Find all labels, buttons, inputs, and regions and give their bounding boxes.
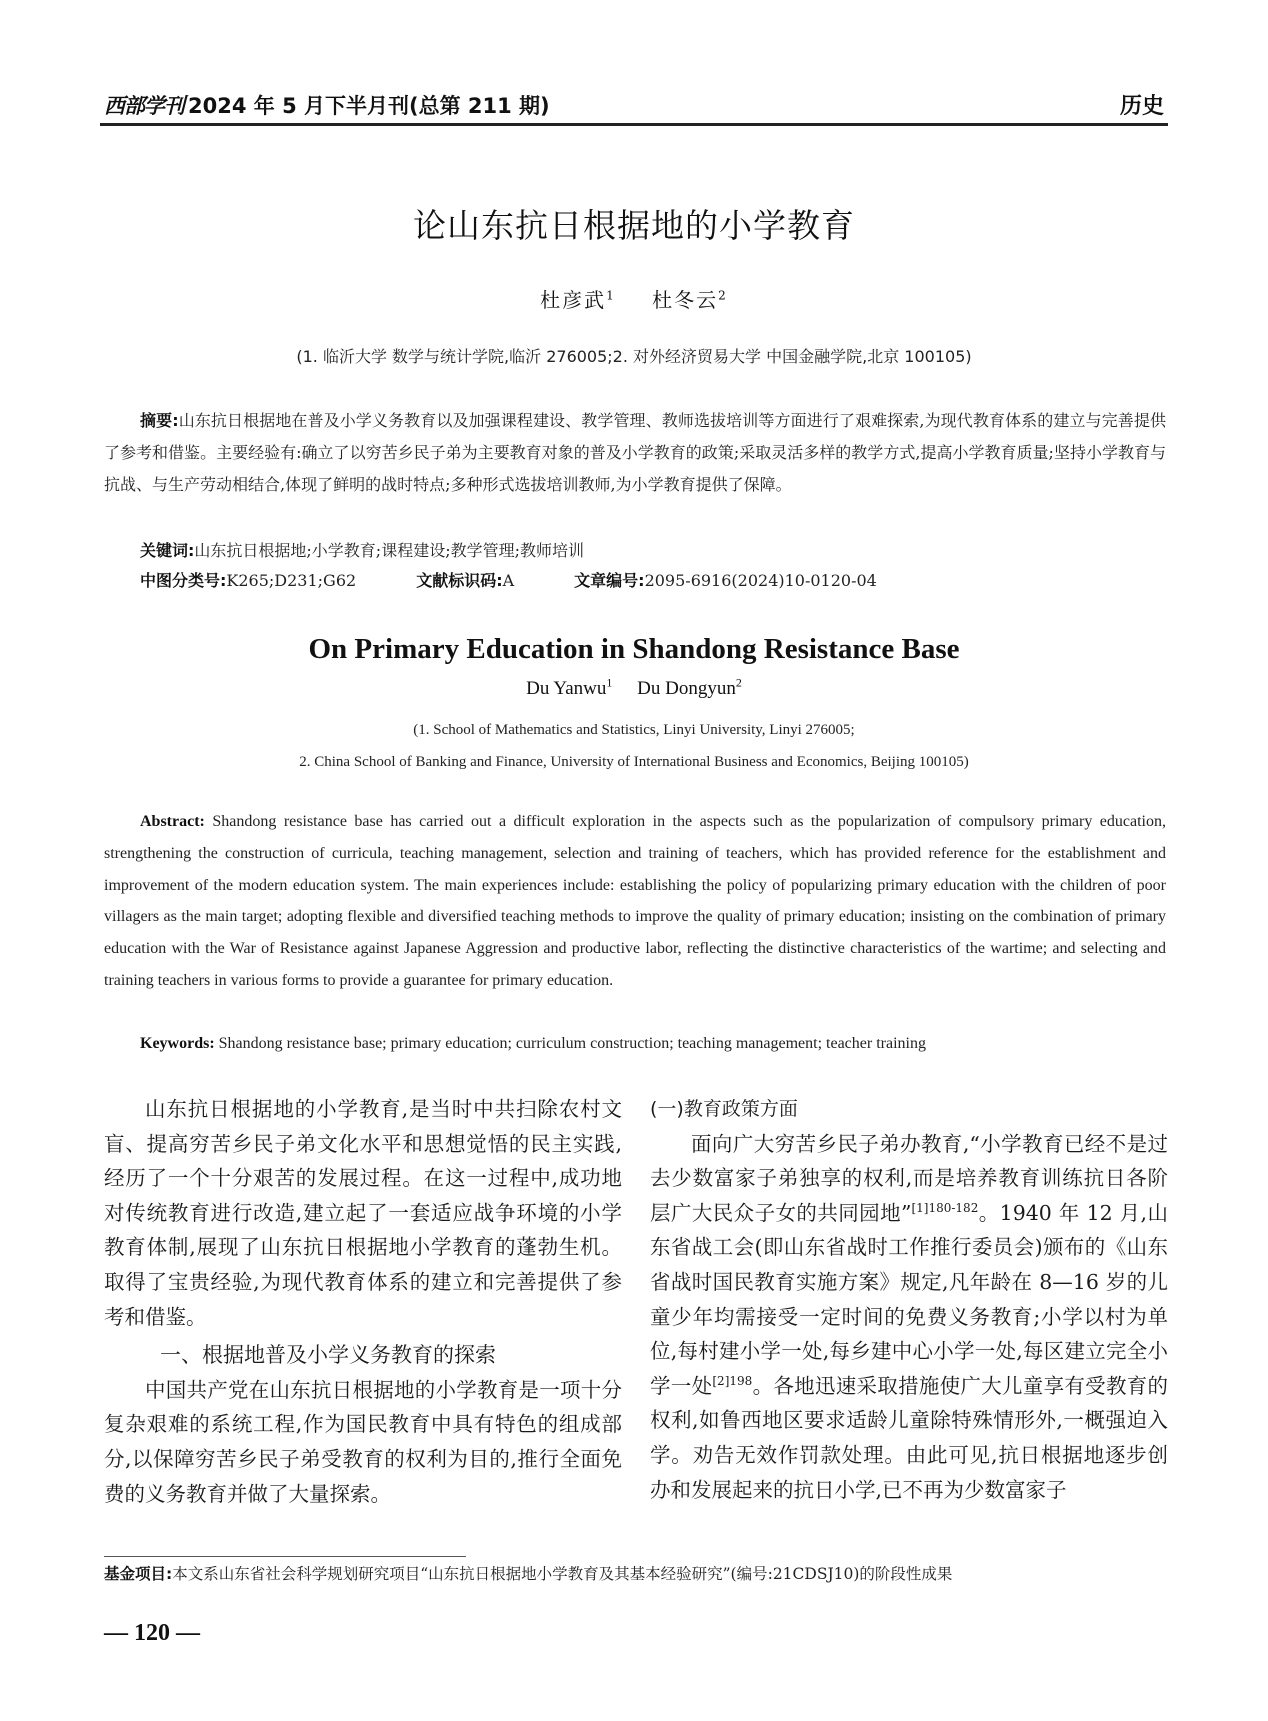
- abstract-en-label: Abstract:: [140, 813, 205, 830]
- citation-2: [2]198: [712, 1373, 753, 1388]
- author-en-1: [526, 675, 613, 699]
- doc-code-value: A: [502, 571, 515, 590]
- policy-text-a: 面向广大穷苦乡民子弟办教育,“小学教育已经不是过去少数富家子弟独享的权利,而是培养教育训练抗日各阶层广大民众子女的共同园地”: [650, 1131, 1168, 1225]
- body-right-column: [650, 1092, 1168, 1507]
- author-cn-1-sup: 1: [606, 288, 616, 303]
- author-en-2: [637, 675, 742, 699]
- header-rule: [100, 123, 1168, 126]
- article-title-en: On Primary Education in Shandong Resistance Base: [308, 633, 960, 665]
- abstract-cn: [104, 405, 1166, 501]
- author-en-2-name: Du Dongyun: [637, 678, 736, 699]
- author-cn-2-sup: 2: [718, 288, 728, 303]
- fund-label: 基金项目:: [104, 1565, 173, 1583]
- authors-cn: [0, 284, 1268, 313]
- clc-label: 中图分类号:: [140, 571, 227, 590]
- citation-1: [1]180-182: [911, 1200, 979, 1215]
- author-cn-2-name: 杜冬云: [652, 288, 719, 312]
- abstract-en-text: Shandong resistance base has carried out a difficult exploration in the aspects such as the popularization of compulsory primary education, strengthening the construction of curricula, teaching management, selection and training of teachers, which has provided reference for the establishment and improvement of the modern education system. The main experiences include: establishing the policy of popularizing primary education with the children of poor villagers as the main target; adopting flexible and diversified teaching methods to improve the quality of primary education; insisting on the combination of primary education with the War of Resistance against Japanese Aggression and productive labor, reflecting the distinctive characteristics of the wartime; and selecting and training teachers in various forms to provide a guarantee for primary education.: [104, 813, 1166, 989]
- author-en-2-sup: 2: [735, 675, 742, 690]
- footnote-rule: [104, 1556, 466, 1557]
- affiliation-en: [0, 714, 1268, 778]
- header-left: [104, 90, 550, 120]
- fund-footnote: [104, 1562, 1184, 1586]
- keywords-en: [140, 1028, 1170, 1060]
- article-number: [574, 566, 877, 596]
- keywords-cn-text: 山东抗日根据地;小学教育;课程建设;教学管理;教师培训: [194, 541, 584, 560]
- body-intro-paragraph: 山东抗日根据地的小学教育,是当时中共扫除农村文盲、提高穷苦乡民子弟文化水平和思想觉悟的民主实践,经历了一个十分艰苦的发展过程。在这一过程中,成功地对传统教育进行改造,建立起了一套适应战争环境的小学教育体制,展现了山东抗日根据地小学教育的蓬勃生机。取得了宝贵经验,为现代教育体系的建立和完善提供了参考和借鉴。: [104, 1097, 622, 1329]
- policy-text-c: 。各地迅速采取措施使广大儿童享有受教育的权利,如鲁西地区要求适龄儿童除特殊情形外,一概强迫入学。劝告无效作罚款处理。由此可见,抗日根据地逐步创办和发展起来的抗日小学,已不再为少数富家子: [650, 1373, 1169, 1502]
- subsection-heading: (一)教育政策方面: [650, 1098, 798, 1120]
- abstract-en: [104, 806, 1166, 997]
- keywords-cn: [140, 536, 1170, 566]
- article-number-label: 文章编号:: [574, 571, 645, 590]
- abstract-cn-label: 摘要:: [140, 411, 179, 430]
- clc-value: K265;D231;G62: [226, 571, 357, 590]
- authors-en: [0, 675, 1268, 700]
- doc-code: [416, 566, 514, 596]
- article-number-value: 2095-6916(2024)10-0120-04: [644, 571, 877, 590]
- issue-info: 2024 年 5 月下半月刊(总第 211 期): [188, 94, 550, 118]
- keywords-cn-label: 关键词:: [140, 541, 195, 560]
- page-number: — 120 —: [104, 1620, 200, 1646]
- section-1-heading: 一、根据地普及小学义务教育的探索: [160, 1343, 496, 1368]
- policy-text-b: 。1940 年 12 月,山东省战工会(即山东省战时工作推行委员会)颁布的《山东省战时国民教育实施方案》规定,凡年龄在 8—16 岁的儿童少年均需接受一定时间的免费义务教育;小学以村为单位,每村建小学一处,每乡建中心小学一处,每区建立完全小学一处: [650, 1200, 1168, 1398]
- journal-logo: 西部学刊: [104, 93, 184, 118]
- section-name: 历史: [1119, 94, 1164, 119]
- author-en-1-sup: 1: [606, 675, 613, 690]
- fund-text: 本文系山东省社会科学规划研究项目“山东抗日根据地小学教育及其基本经验研究”(编号:21CDSJ10)的阶段性成果: [172, 1565, 953, 1583]
- doc-code-label: 文献标识码:: [416, 571, 503, 590]
- section-1-paragraph: 中国共产党在山东抗日根据地的小学教育是一项十分复杂艰难的系统工程,作为国民教育中具有特色的组成部分,以保障穷苦乡民子弟受教育的权利为目的,推行全面免费的义务教育并做了大量探索。: [104, 1377, 622, 1506]
- keywords-en-text: Shandong resistance base; primary education; curriculum construction; teaching management; teacher training: [218, 1035, 926, 1052]
- abstract-cn-text: 山东抗日根据地在普及小学义务教育以及加强课程建设、教学管理、教师选拔培训等方面进行了艰难探索,为现代教育体系的建立与完善提供了参考和借鉴。主要经验有:确立了以穷苦乡民子弟为主要教育对象的普及小学教育的政策;采取灵活多样的教学方式,提高小学教育质量;坚持小学教育与抗战、与生产劳动相结合,体现了鲜明的战时特点;多种形式选拔培训教师,为小学教育提供了保障。: [104, 411, 1166, 494]
- classification-row: [140, 566, 1170, 596]
- author-en-1-name: Du Yanwu: [526, 678, 607, 699]
- author-cn-1: [540, 288, 616, 312]
- running-header: [104, 84, 1164, 120]
- affiliation-en-line1: (1. School of Mathematics and Statistics, Linyi University, Linyi 276005;: [413, 722, 855, 738]
- author-cn-2: [652, 288, 728, 312]
- policy-paragraph: [650, 1127, 1168, 1508]
- article-title-cn: 论山东抗日根据地的小学教育: [413, 206, 855, 245]
- author-cn-1-name: 杜彦武: [540, 288, 607, 312]
- affiliation-cn: (1. 临沂大学 数学与统计学院,临沂 276005;2. 对外经济贸易大学 中国金融学院,北京 100105): [296, 347, 972, 366]
- body-left-column: [104, 1092, 622, 1511]
- clc-number: [140, 566, 356, 596]
- affiliation-en-line2: 2. China School of Banking and Finance, University of International Business and Economics, Beijing 100105): [299, 754, 969, 770]
- keywords-en-label: Keywords:: [140, 1035, 215, 1052]
